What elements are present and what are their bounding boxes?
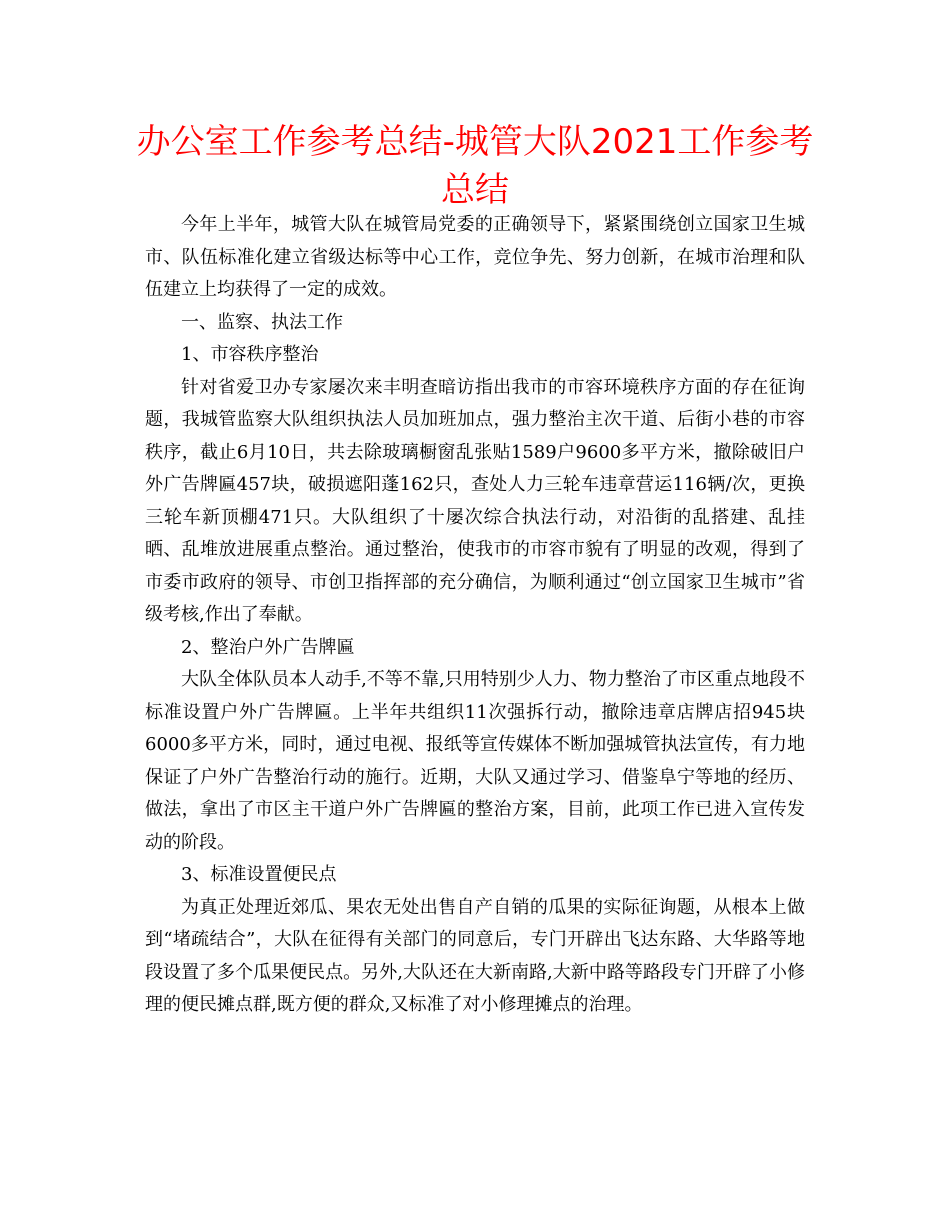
paragraph-intro: 今年上半年，城管大队在城管局党委的正确领导下，紧紧围绕创立国家卫生城市、队伍标准化建立省级达标等中心工作，竞位争先、努力创新，在城市治理和队伍建立上均获得了一定的成效。 <box>145 214 805 300</box>
section-heading-1: 一、监察、执法工作 <box>181 311 343 333</box>
document-title: 办公室工作参考总结-城管大队2021工作参考总结 <box>136 122 814 210</box>
paragraph-market-order: 针对省爱卫办专家屡次来丰明查暗访指出我市的市容环境秩序方面的存在征询题，我城管监察大队组织执法人员加班加点，强力整治主次干道、后街小巷的市容秩序，截止6月10日，共去除玻璃橱窗乱张贴1589户9600多平方米，撤除破旧户外广告牌匾457块，破损遮阳蓬162只，查处人力三轮车违章营运116辆/次，更换三轮车新顶棚471只。大队组织了十屡次综合执法行动，对沿街的乱搭建、乱挂晒、乱堆放进展重点整治。通过整治，使我市的市容市貌有了明显的改观，得到了市委市政府的领导、市创卫指挥部的充分确信，为顺利通过“创立国家卫生城市”省级考核,作出了奉献。 <box>145 376 805 625</box>
subsection-heading-2: 2、整治户外广告牌匾 <box>181 636 355 658</box>
subsection-heading-1: 1、市容秩序整治 <box>181 344 319 365</box>
document-body <box>145 209 805 1022</box>
subsection-heading-3: 3、标准设置便民点 <box>181 864 337 885</box>
paragraph-convenience-points: 为真正处理近郊瓜、果农无处出售自产自销的瓜果的实际征询题，从根本上做到“堵疏结合”，大队在征得有关部门的同意后，专门开辟出飞达东路、大华路等地段设置了多个瓜果便民点。另外,大队还在大新南路,大新中路等路段专门开辟了小修理的便民摊点群,既方便的群众,又标准了对小修理摊点的治理。 <box>145 896 805 1015</box>
paragraph-billboards: 大队全体队员本人动手,不等不靠,只用特别少人力、物力整治了市区重点地段不标准设置户外广告牌匾。上半年共组织11次强拆行动，撤除违章店牌店招945块6000多平方米，同时，通过电视、报纸等宣传媒体不断加强城管执法宣传，有力地保证了户外广告整治行动的施行。近期，大队又通过学习、借鉴阜宁等地的经历、做法，拿出了市区主干道户外广告牌匾的整治方案，目前，此项工作已进入宣传发动的阶段。 <box>145 669 805 853</box>
